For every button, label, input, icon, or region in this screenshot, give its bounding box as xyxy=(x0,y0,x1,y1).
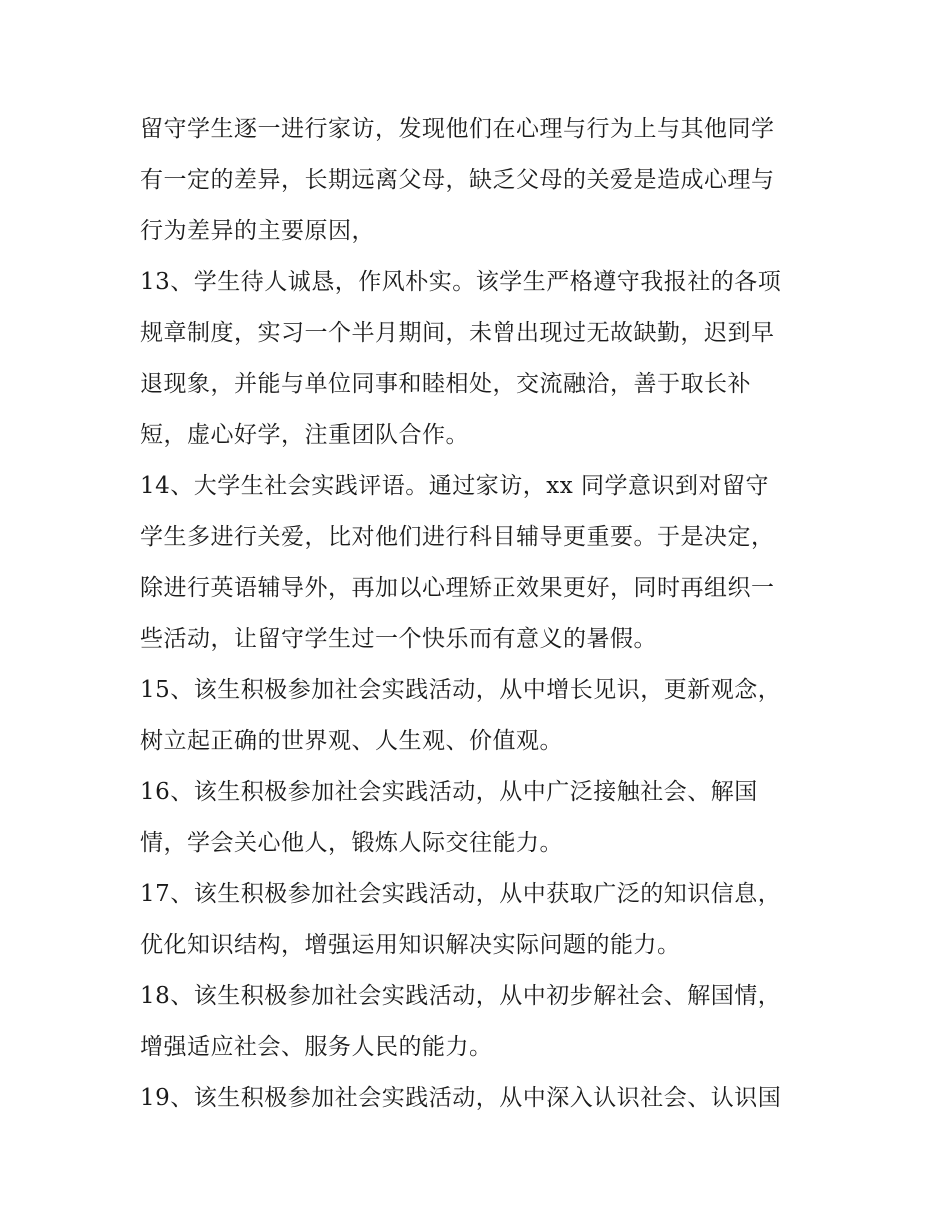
text-line: 19、该生积极参加社会实践活动，从中深入认识社会、认识国 xyxy=(140,1085,782,1111)
text-line: 有一定的差异，长期远离父母，缺乏父母的关爱是造成心理与 xyxy=(140,167,775,193)
text-line: 退现象，并能与单位同事和睦相处，交流融洽，善于取长补 xyxy=(140,371,751,397)
text-line: 13、学生待人诚恳，作风朴实。该学生严格遵守我报社的各项 xyxy=(140,269,782,295)
text-line: 增强适应社会、服务人民的能力。 xyxy=(140,1034,493,1060)
text-line: 18、该生积极参加社会实践活动，从中初步解社会、解国情， xyxy=(140,983,782,1009)
text-line: 17、该生积极参加社会实践活动，从中获取广泛的知识信息， xyxy=(140,881,782,907)
text-line: 15、该生积极参加社会实践活动，从中增长见识，更新观念， xyxy=(140,677,782,703)
text-line: 情，学会关心他人，锻炼人际交往能力。 xyxy=(140,830,563,856)
text-line: 树立起正确的世界观、人生观、价值观。 xyxy=(140,728,563,754)
text-line: 除进行英语辅导外，再加以心理矫正效果更好，同时再组织一 xyxy=(140,575,775,601)
text-line: 14、大学生社会实践评语。通过家访，xx 同学意识到对留守 xyxy=(140,473,770,499)
text-line: 留守学生逐一进行家访，发现他们在心理与行为上与其他同学 xyxy=(140,116,775,142)
text-line: 些活动，让留守学生过一个快乐而有意义的暑假。 xyxy=(140,626,657,652)
text-line: 规章制度，实习一个半月期间，未曾出现过无故缺勤，迟到早 xyxy=(140,320,775,346)
text-line: 16、该生积极参加社会实践活动，从中广泛接触社会、解国 xyxy=(140,779,758,805)
text-line: 短，虚心好学，注重团队合作。 xyxy=(140,422,469,448)
text-line: 行为差异的主要原因， xyxy=(140,218,375,244)
document-body xyxy=(140,104,820,1124)
text-line: 优化知识结构，增强运用知识解决实际问题的能力。 xyxy=(140,932,681,958)
text-line: 学生多进行关爱，比对他们进行科目辅导更重要。于是决定， xyxy=(140,524,775,550)
